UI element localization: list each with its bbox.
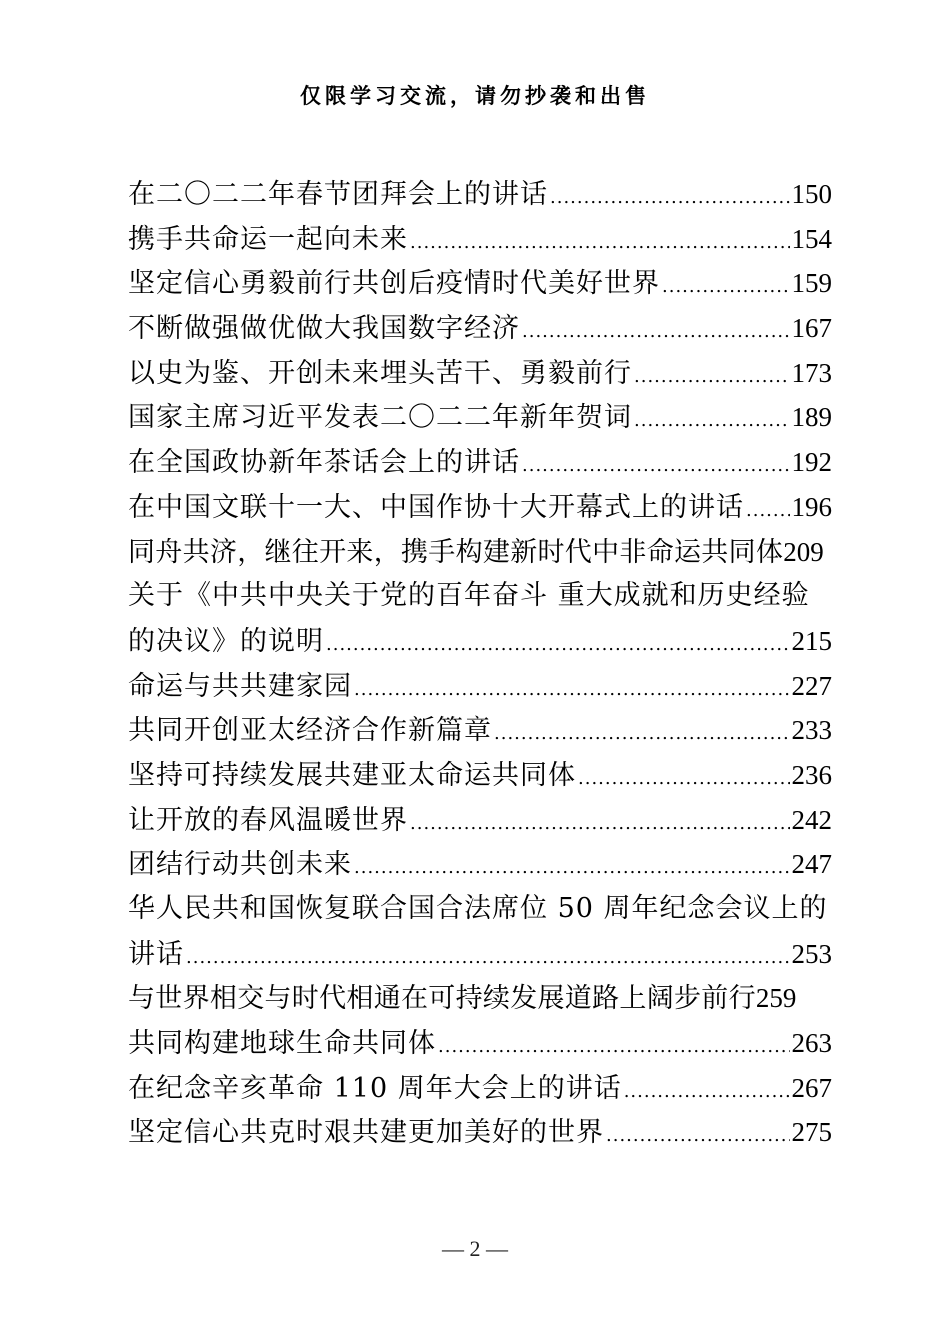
toc-entry-title: 坚定信心共克时艰共建更加美好的世界 [128, 1117, 604, 1149]
toc-page-number: 259 [755, 983, 797, 1014]
toc-entry[interactable] [128, 619, 832, 664]
toc-entry[interactable] [128, 1066, 832, 1111]
page-number-footer: — 2 — [442, 1236, 508, 1261]
toc-entry-title: 以史为鉴、开创未来埋头苦干、勇毅前行 [128, 357, 632, 389]
toc-entry-title: 国家主席习近平发表二〇二二年新年贺词 [128, 402, 632, 434]
toc-entry-title: 命运与共共建家园 [128, 670, 352, 702]
toc-entry-title: 在纪念辛亥革命 110 周年大会上的讲话 [128, 1072, 622, 1104]
toc-entry[interactable] [128, 798, 832, 843]
toc-leader-dots [186, 936, 790, 981]
toc-entry-title: 共同构建地球生命共同体 [128, 1028, 436, 1060]
toc-entry[interactable] [128, 172, 832, 217]
toc-entry[interactable] [128, 217, 832, 262]
toc-page-number: 236 [791, 759, 832, 790]
toc-entry-title: 与世界相交与时代相通在可持续发展道路上阔步前行 [128, 983, 756, 1015]
toc-entry[interactable] [128, 351, 832, 396]
toc-entry[interactable] [128, 664, 832, 709]
toc-entry-title: 让开放的春风温暖世界 [128, 804, 408, 836]
toc-entry-wrapped-line[interactable] [128, 574, 832, 619]
toc-entry-title: 在全国政协新年茶话会上的讲话 [128, 447, 520, 479]
toc-leader-dots [624, 1070, 790, 1115]
table-of-contents [128, 172, 832, 1155]
toc-entry[interactable] [128, 842, 832, 887]
toc-page-number: 247 [791, 849, 832, 880]
toc-leader-dots [354, 846, 790, 891]
toc-leader-dots [494, 712, 790, 757]
toc-entry-title: 同舟共济，继往开来，携手构建新时代中非命运共同体 [128, 536, 784, 568]
toc-entry[interactable] [128, 485, 832, 530]
toc-page-number: 215 [791, 625, 832, 656]
toc-entry-title: 的决议》的说明 [128, 625, 324, 657]
toc-leader-dots [522, 310, 790, 355]
toc-entry-wrapped-line[interactable] [128, 887, 832, 932]
toc-leader-dots [746, 489, 790, 534]
toc-page-number: 233 [791, 715, 832, 746]
toc-entry-title: 坚持可持续发展共建亚太命运共同体 [128, 759, 576, 791]
toc-page-number: 173 [791, 357, 832, 388]
toc-entry[interactable] [128, 753, 832, 798]
toc-page-number: 192 [791, 447, 832, 478]
toc-leader-dots [606, 1114, 790, 1159]
toc-leader-dots [578, 757, 790, 802]
toc-entry[interactable] [128, 395, 832, 440]
toc-page-number: 167 [791, 313, 832, 344]
toc-entry[interactable] [128, 530, 832, 575]
toc-entry-title: 不断做强做优做大我国数字经济 [128, 313, 520, 345]
toc-page-number: 150 [791, 179, 832, 209]
toc-leader-dots [522, 444, 790, 489]
toc-leader-dots [410, 802, 790, 847]
toc-page-number: 189 [791, 402, 832, 433]
toc-entry-title-line1: 关于《中共中央关于党的百年奋斗 重大成就和历史经验 [128, 580, 810, 612]
toc-page-number: 267 [791, 1072, 832, 1103]
toc-leader-dots [438, 1025, 790, 1070]
toc-leader-dots [410, 221, 790, 266]
toc-entry-title: 坚定信心勇毅前行共创后疫情时代美好世界 [128, 268, 660, 300]
toc-page-number: 253 [791, 938, 832, 969]
toc-leader-dots [550, 176, 790, 221]
toc-leader-dots [634, 399, 790, 444]
toc-entry-title: 携手共命运一起向未来 [128, 223, 408, 255]
toc-entry-title: 在二〇二二年春节团拜会上的讲话 [128, 179, 548, 210]
toc-entry[interactable] [128, 976, 832, 1021]
toc-entry[interactable] [128, 306, 832, 351]
toc-page-number: 209 [783, 536, 824, 567]
toc-entry[interactable] [128, 1021, 832, 1066]
toc-entry[interactable] [128, 261, 832, 306]
toc-entry-title: 共同开创亚太经济合作新篇章 [128, 715, 492, 747]
toc-entry[interactable] [128, 1110, 832, 1155]
toc-page-number: 275 [791, 1117, 832, 1148]
page-header: 仅限学习交流，请勿抄袭和出售 [300, 83, 650, 108]
toc-entry-title: 团结行动共创未来 [128, 849, 352, 881]
toc-page-number: 154 [791, 223, 832, 254]
toc-page-number: 159 [791, 268, 832, 299]
toc-page-number: 242 [791, 804, 832, 835]
toc-page-number: 263 [791, 1028, 832, 1059]
toc-entry-title: 讲话 [128, 938, 184, 970]
toc-entry[interactable] [128, 708, 832, 753]
toc-leader-dots [326, 623, 790, 668]
toc-leader-dots [354, 668, 790, 713]
toc-entry-title: 在中国文联十一大、中国作协十大开幕式上的讲话 [128, 491, 744, 523]
toc-leader-dots [662, 265, 790, 310]
toc-page-number: 196 [791, 491, 832, 522]
toc-entry[interactable] [128, 440, 832, 485]
toc-page-number: 227 [791, 670, 832, 701]
toc-entry[interactable] [128, 932, 832, 977]
toc-entry-title-line1: 华人民共和国恢复联合国合法席位 50 周年纪念会议上的 [128, 893, 828, 924]
toc-leader-dots [634, 355, 790, 400]
